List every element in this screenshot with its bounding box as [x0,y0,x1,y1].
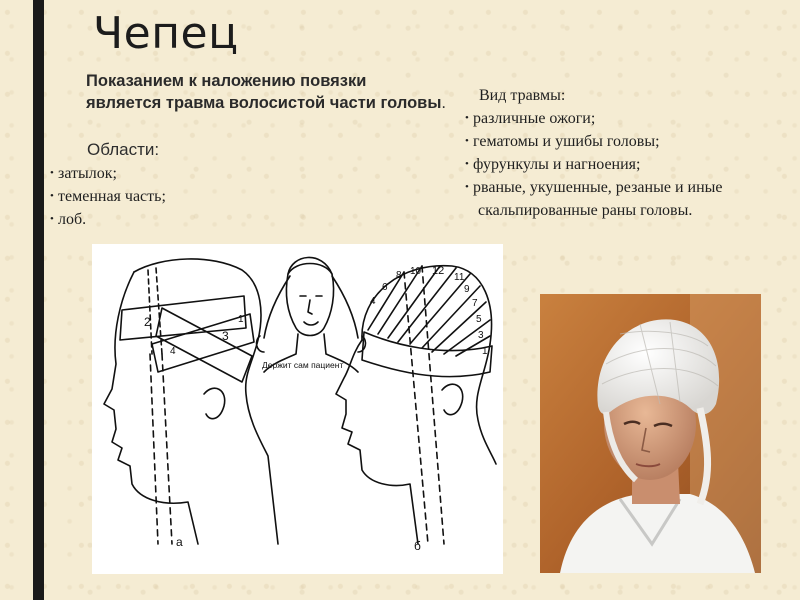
bandage-a-tie-right [150,354,172,544]
tour-a-3: 3 [222,329,229,343]
patient-photo [540,294,761,573]
head-a-outline [104,272,198,544]
bandage-b-rays [368,266,490,356]
label-a: а [176,535,183,549]
face-mid [300,296,322,325]
tour-b-7: 7 [472,298,478,309]
bandage-diagram-illustration [92,244,503,574]
patient-photo-illustration [540,294,761,573]
tour-b-10: 10 [410,266,422,277]
injury-list [465,107,800,222]
side-bar [33,0,44,600]
bandage-b-band [362,332,492,377]
areas-item-occiput: • затылок; [50,162,450,185]
indication-text [86,70,446,114]
tour-b-8: 8 [396,270,402,281]
slide-title: Чепец [93,8,239,59]
areas-section [50,138,450,231]
injury-section [465,84,800,222]
bandage-diagram [92,244,503,574]
tour-b-12: 12 [432,265,445,277]
injury-item-wounds-continued: скальпированные раны головы. [478,202,693,219]
injury-item-hematomas: • гематомы и ушибы головы; [465,130,800,153]
tour-a-2: 2 [144,315,151,329]
areas-list [50,162,450,231]
injury-heading: Вид травмы: [479,87,566,104]
caption-hold: Держит сам пациент [262,360,344,370]
tour-b-6: 6 [382,282,388,293]
tour-b-4: 4 [370,296,376,307]
head-b-face [336,340,418,544]
tour-b-3: 3 [478,330,484,341]
label-b: б [414,539,421,553]
tie-mid-right [332,276,358,338]
ear-a [204,388,225,418]
tour-b-9: 9 [464,284,470,295]
injury-item-furuncles: • фурункулы и нагноения; [465,153,800,176]
areas-heading: Области: [87,140,160,159]
areas-item-parietal: • теменная часть; [50,185,450,208]
injury-item-burns: • различные ожоги; [465,107,800,130]
indication-period: . [441,94,447,112]
tour-a-4: 4 [170,346,176,357]
head-mid-outline [286,257,333,335]
tour-b-11: 11 [454,272,465,283]
tour-b-5: 5 [476,314,482,325]
areas-item-forehead: • лоб. [50,208,450,231]
ear-b [442,384,463,414]
indication-main: Показанием к наложению повязки является травма волосистой части головы [86,72,442,112]
tour-a-1: 1 [238,314,244,325]
tour-b-1: 1 [482,346,488,357]
head-b-neck-back [477,344,496,464]
injury-item-wounds: • рваные, укушенные, резаные и иные [465,176,800,199]
